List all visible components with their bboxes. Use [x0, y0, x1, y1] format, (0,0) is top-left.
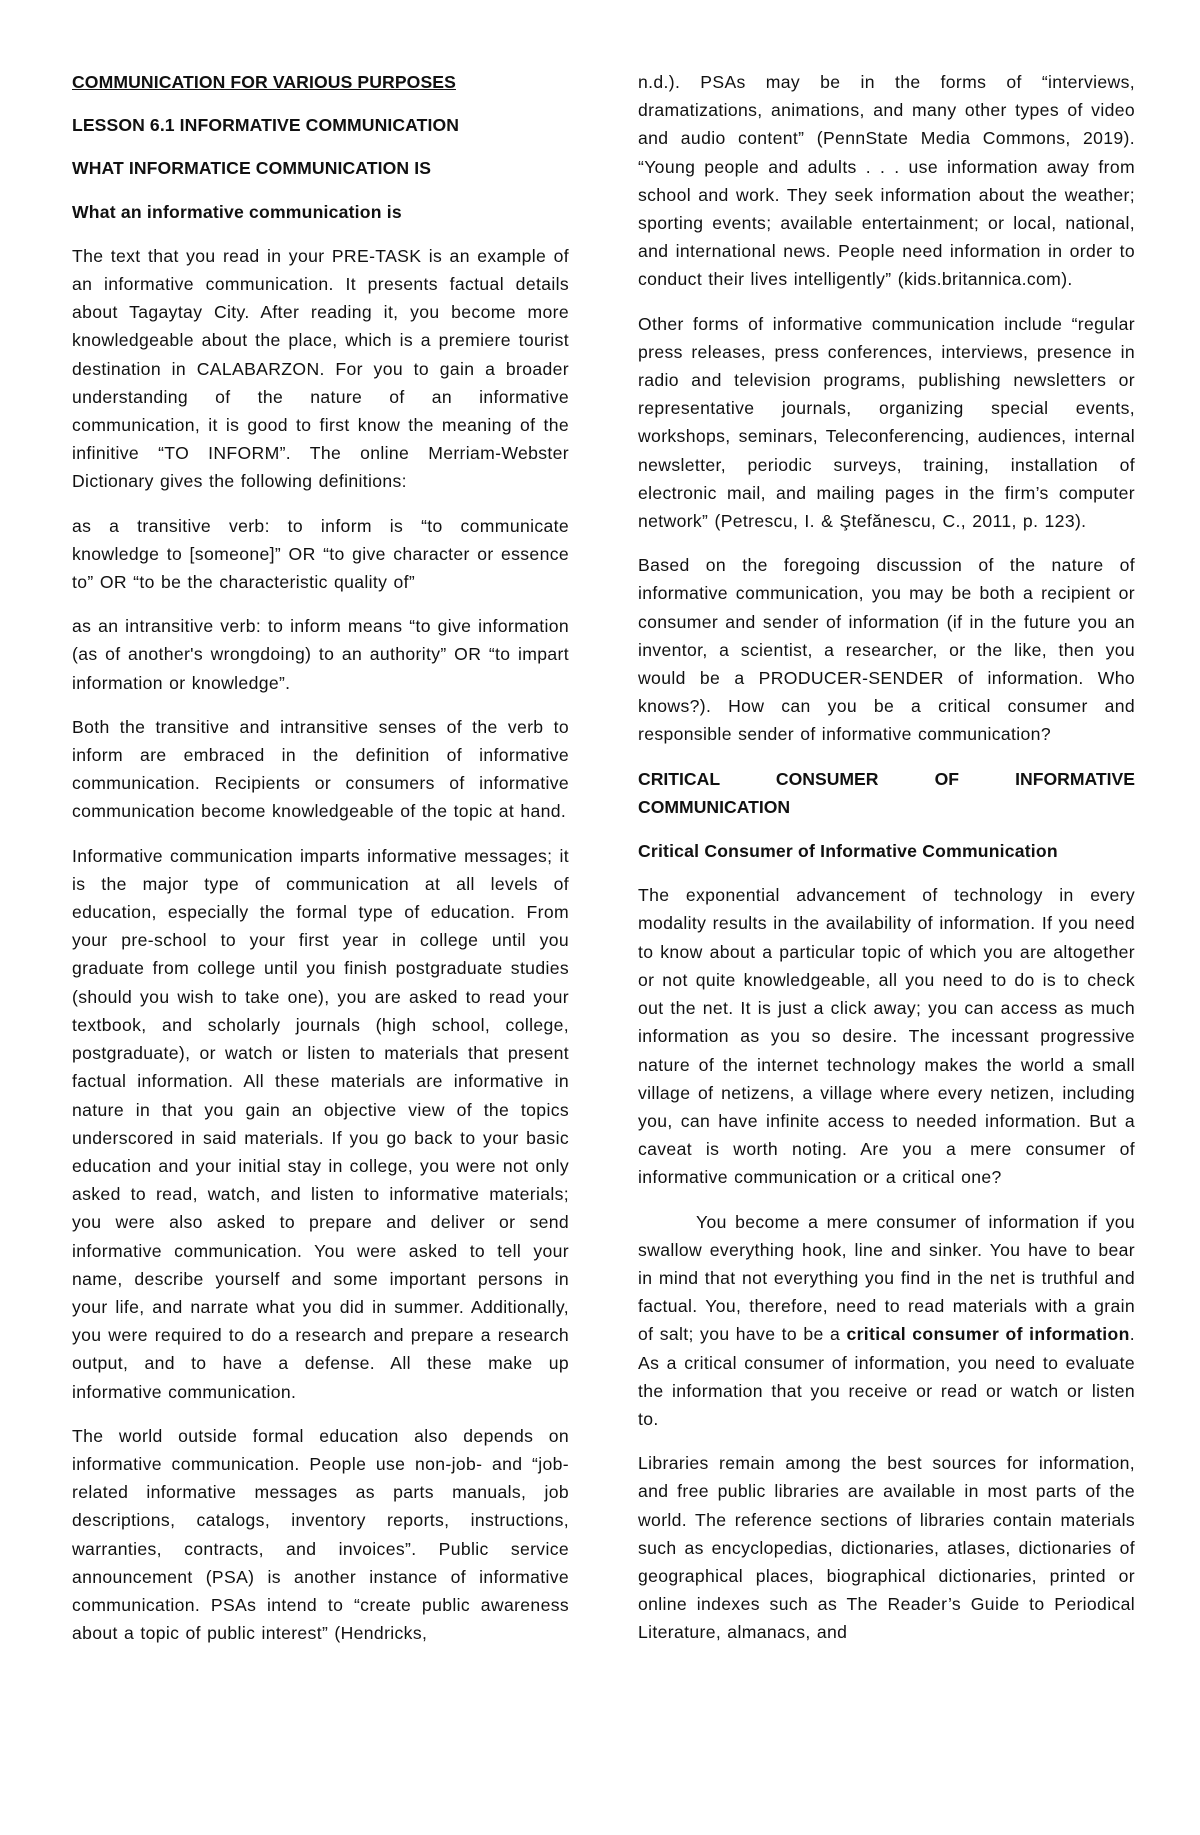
paragraph: Both the transitive and intransitive senses of the verb to inform are embraced in the definition of informative communication. Recipients or consumers of informative communication become knowledgeable of the topic at hand.: [72, 716, 569, 822]
paragraph: The text that you read in your PRE-TASK is an example of an informative communication. It presents factual details about Tagaytay City. After reading it, you become more knowledgeable about the place, which is a premiere tourist destination in CALABARZON. For you to gain a broader understanding of the nature of an informative communication, it is good to first know the meaning of the infinitive “TO INFORM”. The online Merriam-Webster Dictionary gives the following definitions:: [72, 245, 569, 492]
paragraph: [638, 1208, 1135, 1434]
emphasis-text: critical consumer of information: [846, 1324, 1130, 1345]
section-subheading: What an informative communication is: [72, 201, 402, 222]
lesson-heading: LESSON 6.1 INFORMATIVE COMMUNICATION: [72, 115, 460, 136]
paragraph-text: You become a mere consumer of information if you swallow everything hook, line and sinker. You have to bear in mind that not everything you find in the net is truthful and factual. You, therefore, need to read materials with a grain of salt; you have to be a: [638, 1211, 1135, 1345]
section-heading: CRITICAL CONSUMER OF INFORMATIVE COMMUNICATION: [638, 768, 1135, 817]
paragraph: as an intransitive verb: to inform means “to give information (as of another's wrongdoing) to an authority” OR “to impart information or knowledge”.: [72, 616, 569, 693]
paragraph: The exponential advancement of technology in every modality results in the availability of information. If you need to know about a particular topic of which you are altogether or not quite knowledgeable, all you need to do is to check out the net. It is just a click away; you can access as much information as you so desire. The incessant progressive nature of the internet technology makes the world a small village of netizens, a village where every netizen, including you, can have infinite access to needed information. But a caveat is worth noting. Are you a mere consumer of informative communication or a critical one?: [638, 885, 1135, 1188]
paragraph: Other forms of informative communication include “regular press releases, press conferences, interviews, presence in radio and television programs, publishing newsletters or representative journals, organizing special events, workshops, seminars, Teleconferencing, audiences, internal newsletter, periodic surveys, training, installation of electronic mail, and mailing pages in the firm’s computer network” (Petrescu, I. & Ştefănescu, C., 2011, p. 123).: [638, 313, 1135, 532]
paragraph: as a transitive verb: to inform is “to communicate knowledge to [someone]” OR “to give character or essence to” OR “to be the characteristic quality of”: [72, 515, 569, 593]
paragraph: Informative communication imparts informative messages; it is the major type of communication at all levels of education, especially the formal type of education. From your pre-school to your first year in college until you graduate from college until you finish postgraduate studies (should you wish to take one), you are asked to read your textbook, and scholarly journals (high school, college, postgraduate), or watch or listen to materials that present factual information. All these materials are informative in nature in that you gain an objective view of the topics underscored in said materials. If you go back to your basic education and your initial stay in college, you were not only asked to read, watch, and listen to informative materials; you were also asked to prepare and deliver or send informative communication. You were asked to tell your name, describe yourself and some important persons in your life, and narrate what you did in summer. Additionally, you were required to do a research and prepare a research output, and to have a defense. All these make up informative communication.: [72, 845, 569, 1402]
section-subheading: Critical Consumer of Informative Communication: [638, 841, 1058, 862]
paragraph-text: . As a critical consumer of information, you need to evaluate the information that you receive or read or watch or listen to.: [638, 1324, 1135, 1429]
paragraph: Based on the foregoing discussion of the nature of informative communication, you may be both a recipient or consumer and sender of information (if in the future you an inventor, a scientist, a researcher, or the like, then you would be a PRODUCER-SENDER of information. Who knows?). How can you be a critical consumer and responsible sender of informative communication?: [638, 555, 1135, 745]
paragraph: n.d.). PSAs may be in the forms of “interviews, dramatizations, animations, and many other types of video and audio content” (PennState Media Commons, 2019). “Young people and adults . . . use information away from school and work. They seek information about the weather; sporting events; available entertainment; or local, national, and international news. People need information in order to conduct their lives intelligently” (kids.britannica.com).: [638, 72, 1135, 290]
right-column: [638, 68, 1135, 1663]
paragraph: Libraries remain among the best sources for information, and free public libraries are available in most parts of the world. The reference sections of libraries contain materials such as encyclopedias, dictionaries, atlases, dictionaries of geographical places, biographical dictionaries, printed or online indexes such as The Reader’s Guide to Periodical Literature, almanacs, and: [638, 1453, 1135, 1643]
document-title: COMMUNICATION FOR VARIOUS PURPOSES: [72, 72, 456, 92]
section-heading: WHAT INFORMATICE COMMUNICATION IS: [72, 158, 432, 179]
left-column: [72, 68, 569, 1663]
paragraph: The world outside formal education also depends on informative communication. People use non-job- and “job-related informative messages as parts manuals, job descriptions, catalogs, inventory reports, instructions, warranties, contracts, and invoices”. Public service announcement (PSA) is another instance of informative communication. PSAs intend to “create public awareness about a topic of public interest” (Hendricks,: [72, 1425, 569, 1644]
